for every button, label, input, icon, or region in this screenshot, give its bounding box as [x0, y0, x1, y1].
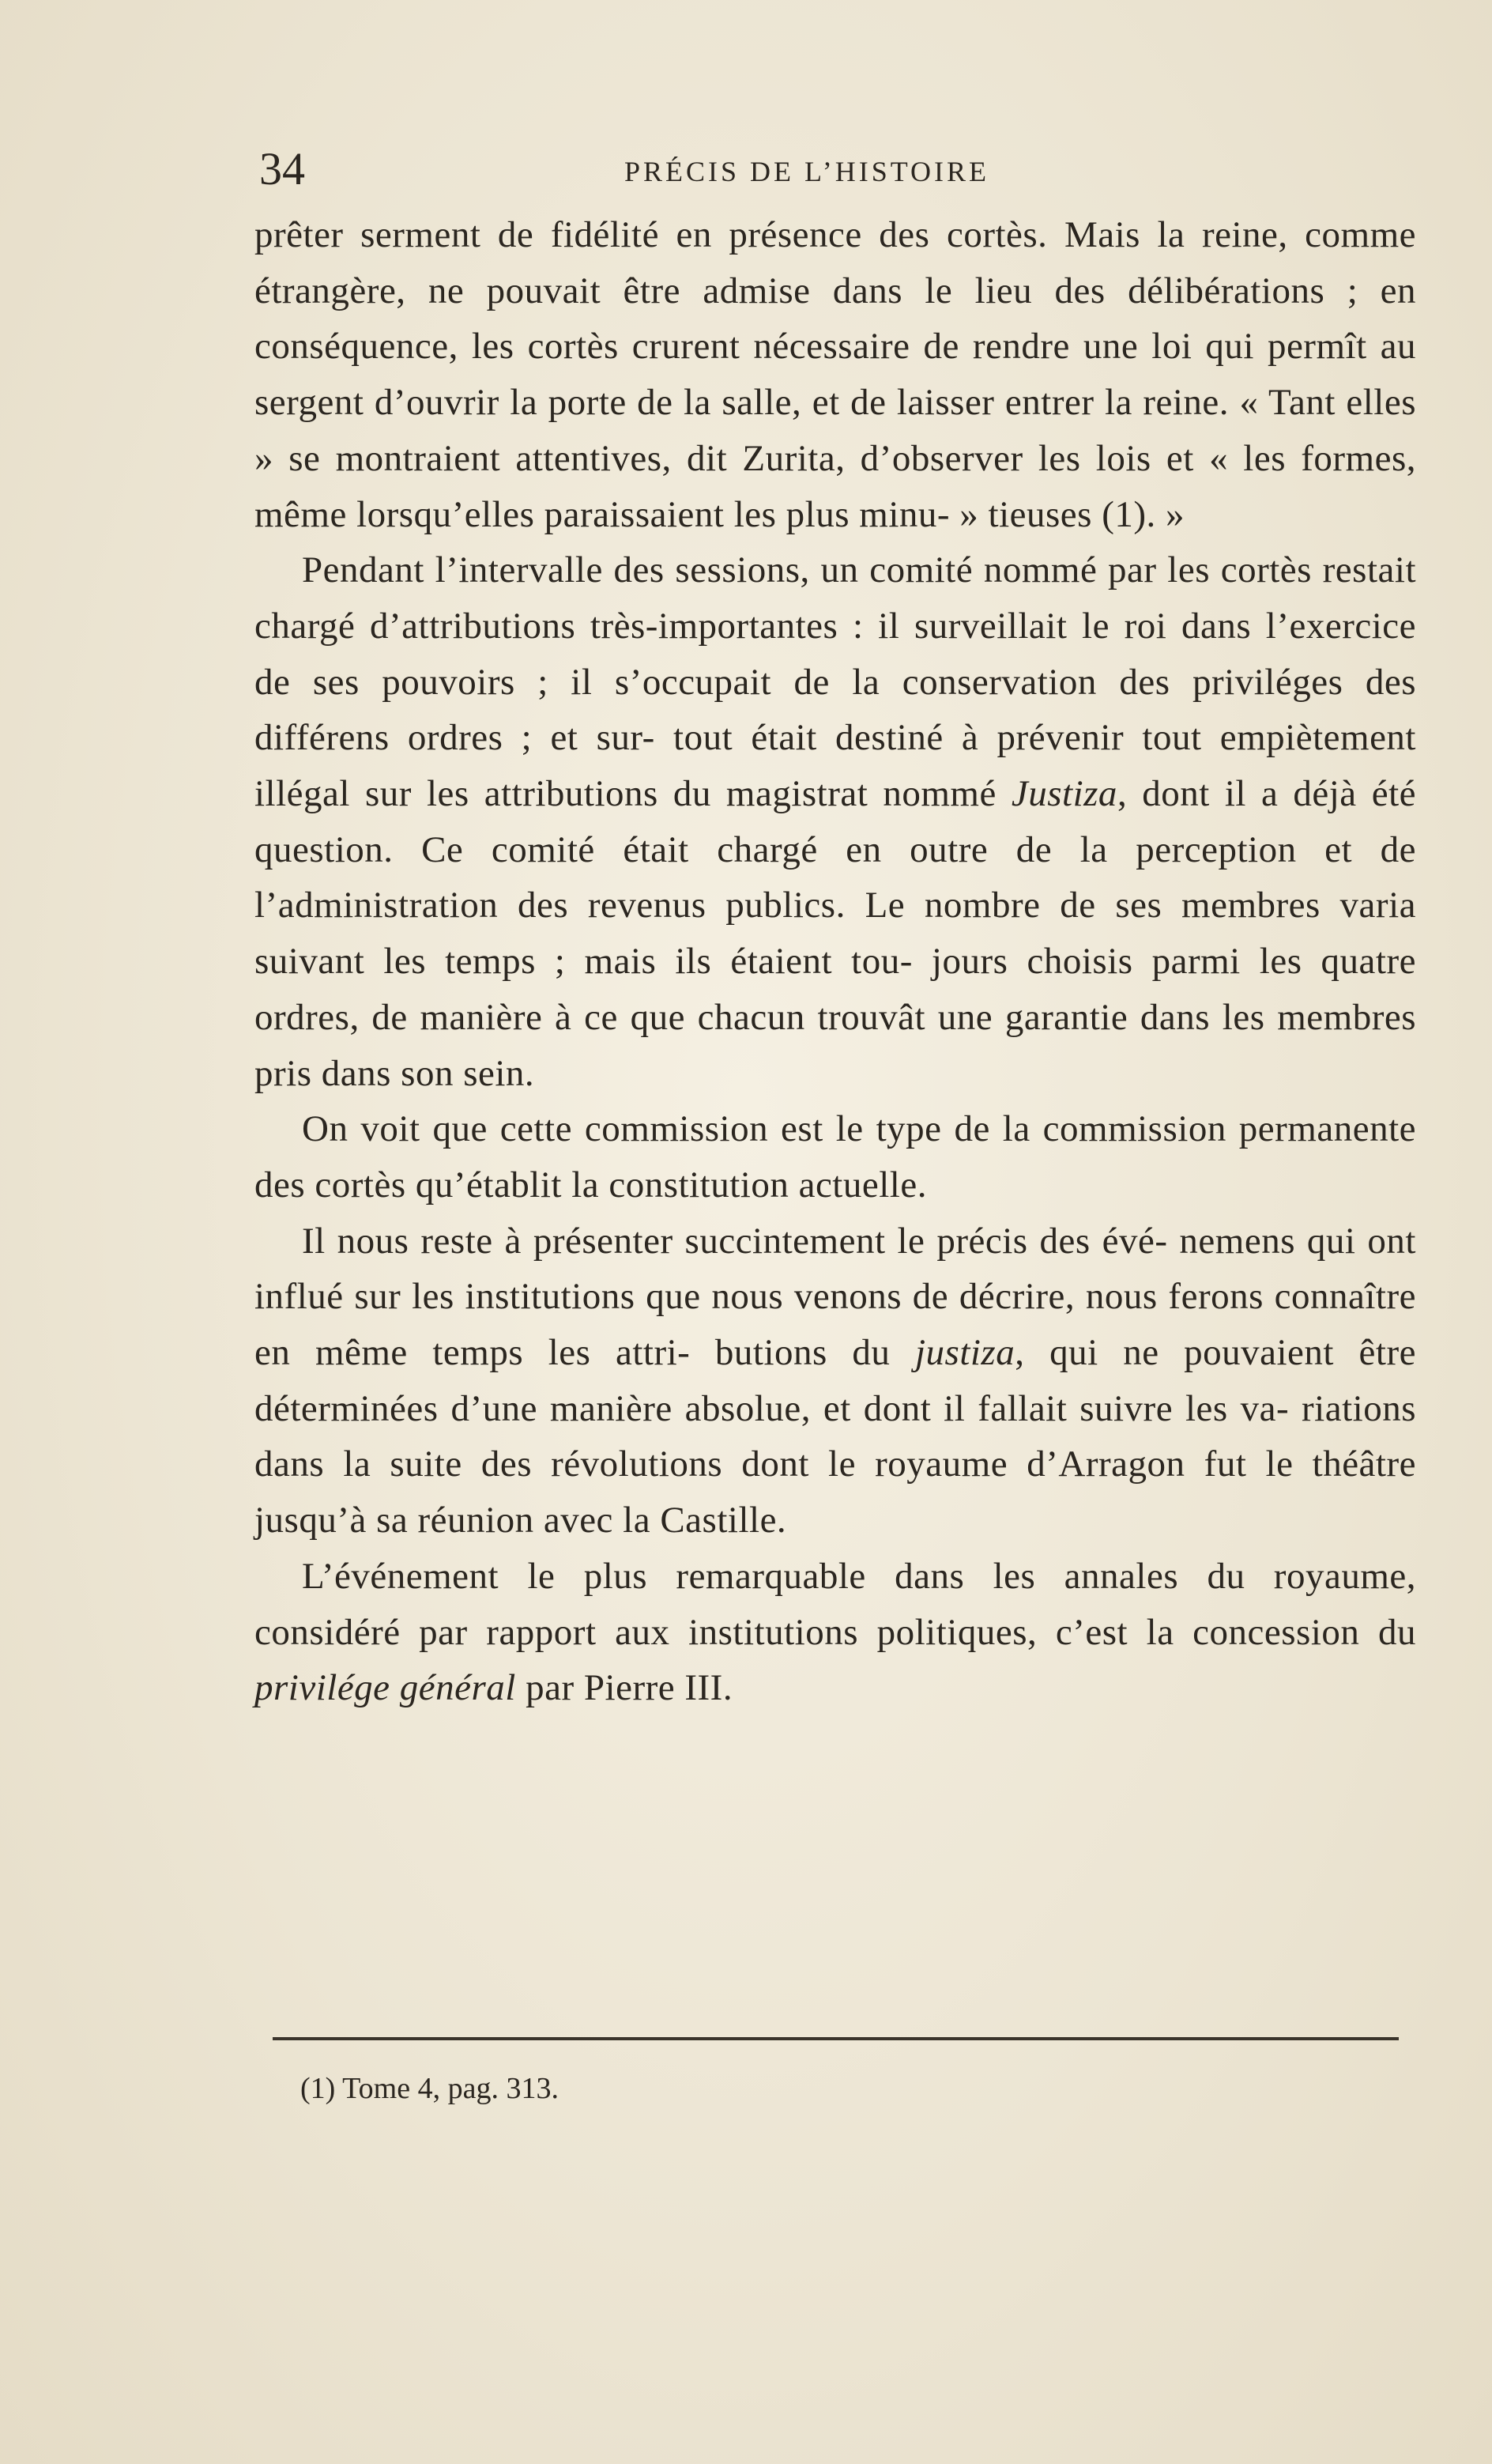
paragraph-5: [254, 1549, 1416, 1716]
paragraph-2-italic: Justiza: [1011, 773, 1117, 815]
paragraph-4-text-b: , qui ne pouvaient être déterminées d’une manière absolue, et dont il fallait suivre les va- riations dans la suite des révolutions dont le royaume d’Arragon fut le théâtre jusqu’à sa réunion avec la Castille.: [254, 1332, 1416, 1541]
paragraph-4-italic: justiza: [914, 1332, 1015, 1374]
page-number: 34: [259, 143, 305, 194]
paragraph-1: prêter serment de fidélité en présence des cortès. Mais la reine, comme étrangère, ne pouvait être admise dans le lieu des délibérations ; en conséquence, les cortès crurent nécessaire de rendre une loi qui permît au sergent d’ouvrir la porte de la salle, et de laisser entrer la reine. « Tant elles » se montraient attentives, dit Zurita, d’observer les lois et « les formes, même lorsqu’elles paraissaient les plus minu- » tieuses (1). »: [254, 214, 1416, 535]
paragraph-3: On voit que cette commission est le type de la commission permanente des cortès qu’établit la constitution actuelle.: [254, 1108, 1416, 1206]
paragraph-4: [254, 1213, 1416, 1549]
page-header: [253, 142, 1415, 206]
running-head: PRÉCIS DE L’HISTOIRE: [624, 156, 990, 187]
paragraph-5-text-a: L’événement le plus remarquable dans les annales du royaume, considéré par rapport aux institutions politiques, c’est la concession du: [254, 1555, 1416, 1653]
paragraph-2-text-b: , dont il a déjà été question. Ce comité était chargé en outre de la perception et de l’administration des revenus publics. Le nombre de ses membres varia suivant les temps ; mais ils étaient tou- jours choisis parmi les quatre ordres, de manière à ce que chacun trouvât une garantie dans les membres pris dans son sein.: [254, 773, 1416, 1094]
body-text: [254, 207, 1416, 1716]
paragraph-2-text-a: Pendant l’intervalle des sessions, un comité nommé par les cortès restait chargé d’attributions très-importantes : il surveillait le roi dans l’exercice de ses pouvoirs ; il s’occupait de la conservation des priviléges des différens ordres ; et sur- tout était destiné à prévenir tout empiètement illégal sur les attributions du magistrat nommé: [254, 549, 1416, 815]
footnote: (1) Tome 4, pag. 313.: [300, 2072, 559, 2105]
paragraph-4-text-a: Il nous reste à présenter succintement le précis des évé- nemens qui ont influé sur les institutions que nous venons de décrire, nous ferons connaître en même temps les attri- butions du: [254, 1220, 1416, 1374]
paragraph-5-italic: privilége général: [254, 1667, 516, 1709]
paragraph-5-text-b: par Pierre III.: [515, 1667, 733, 1709]
paragraph-2: [254, 542, 1416, 1101]
footnote-rule: [273, 2037, 1399, 2040]
